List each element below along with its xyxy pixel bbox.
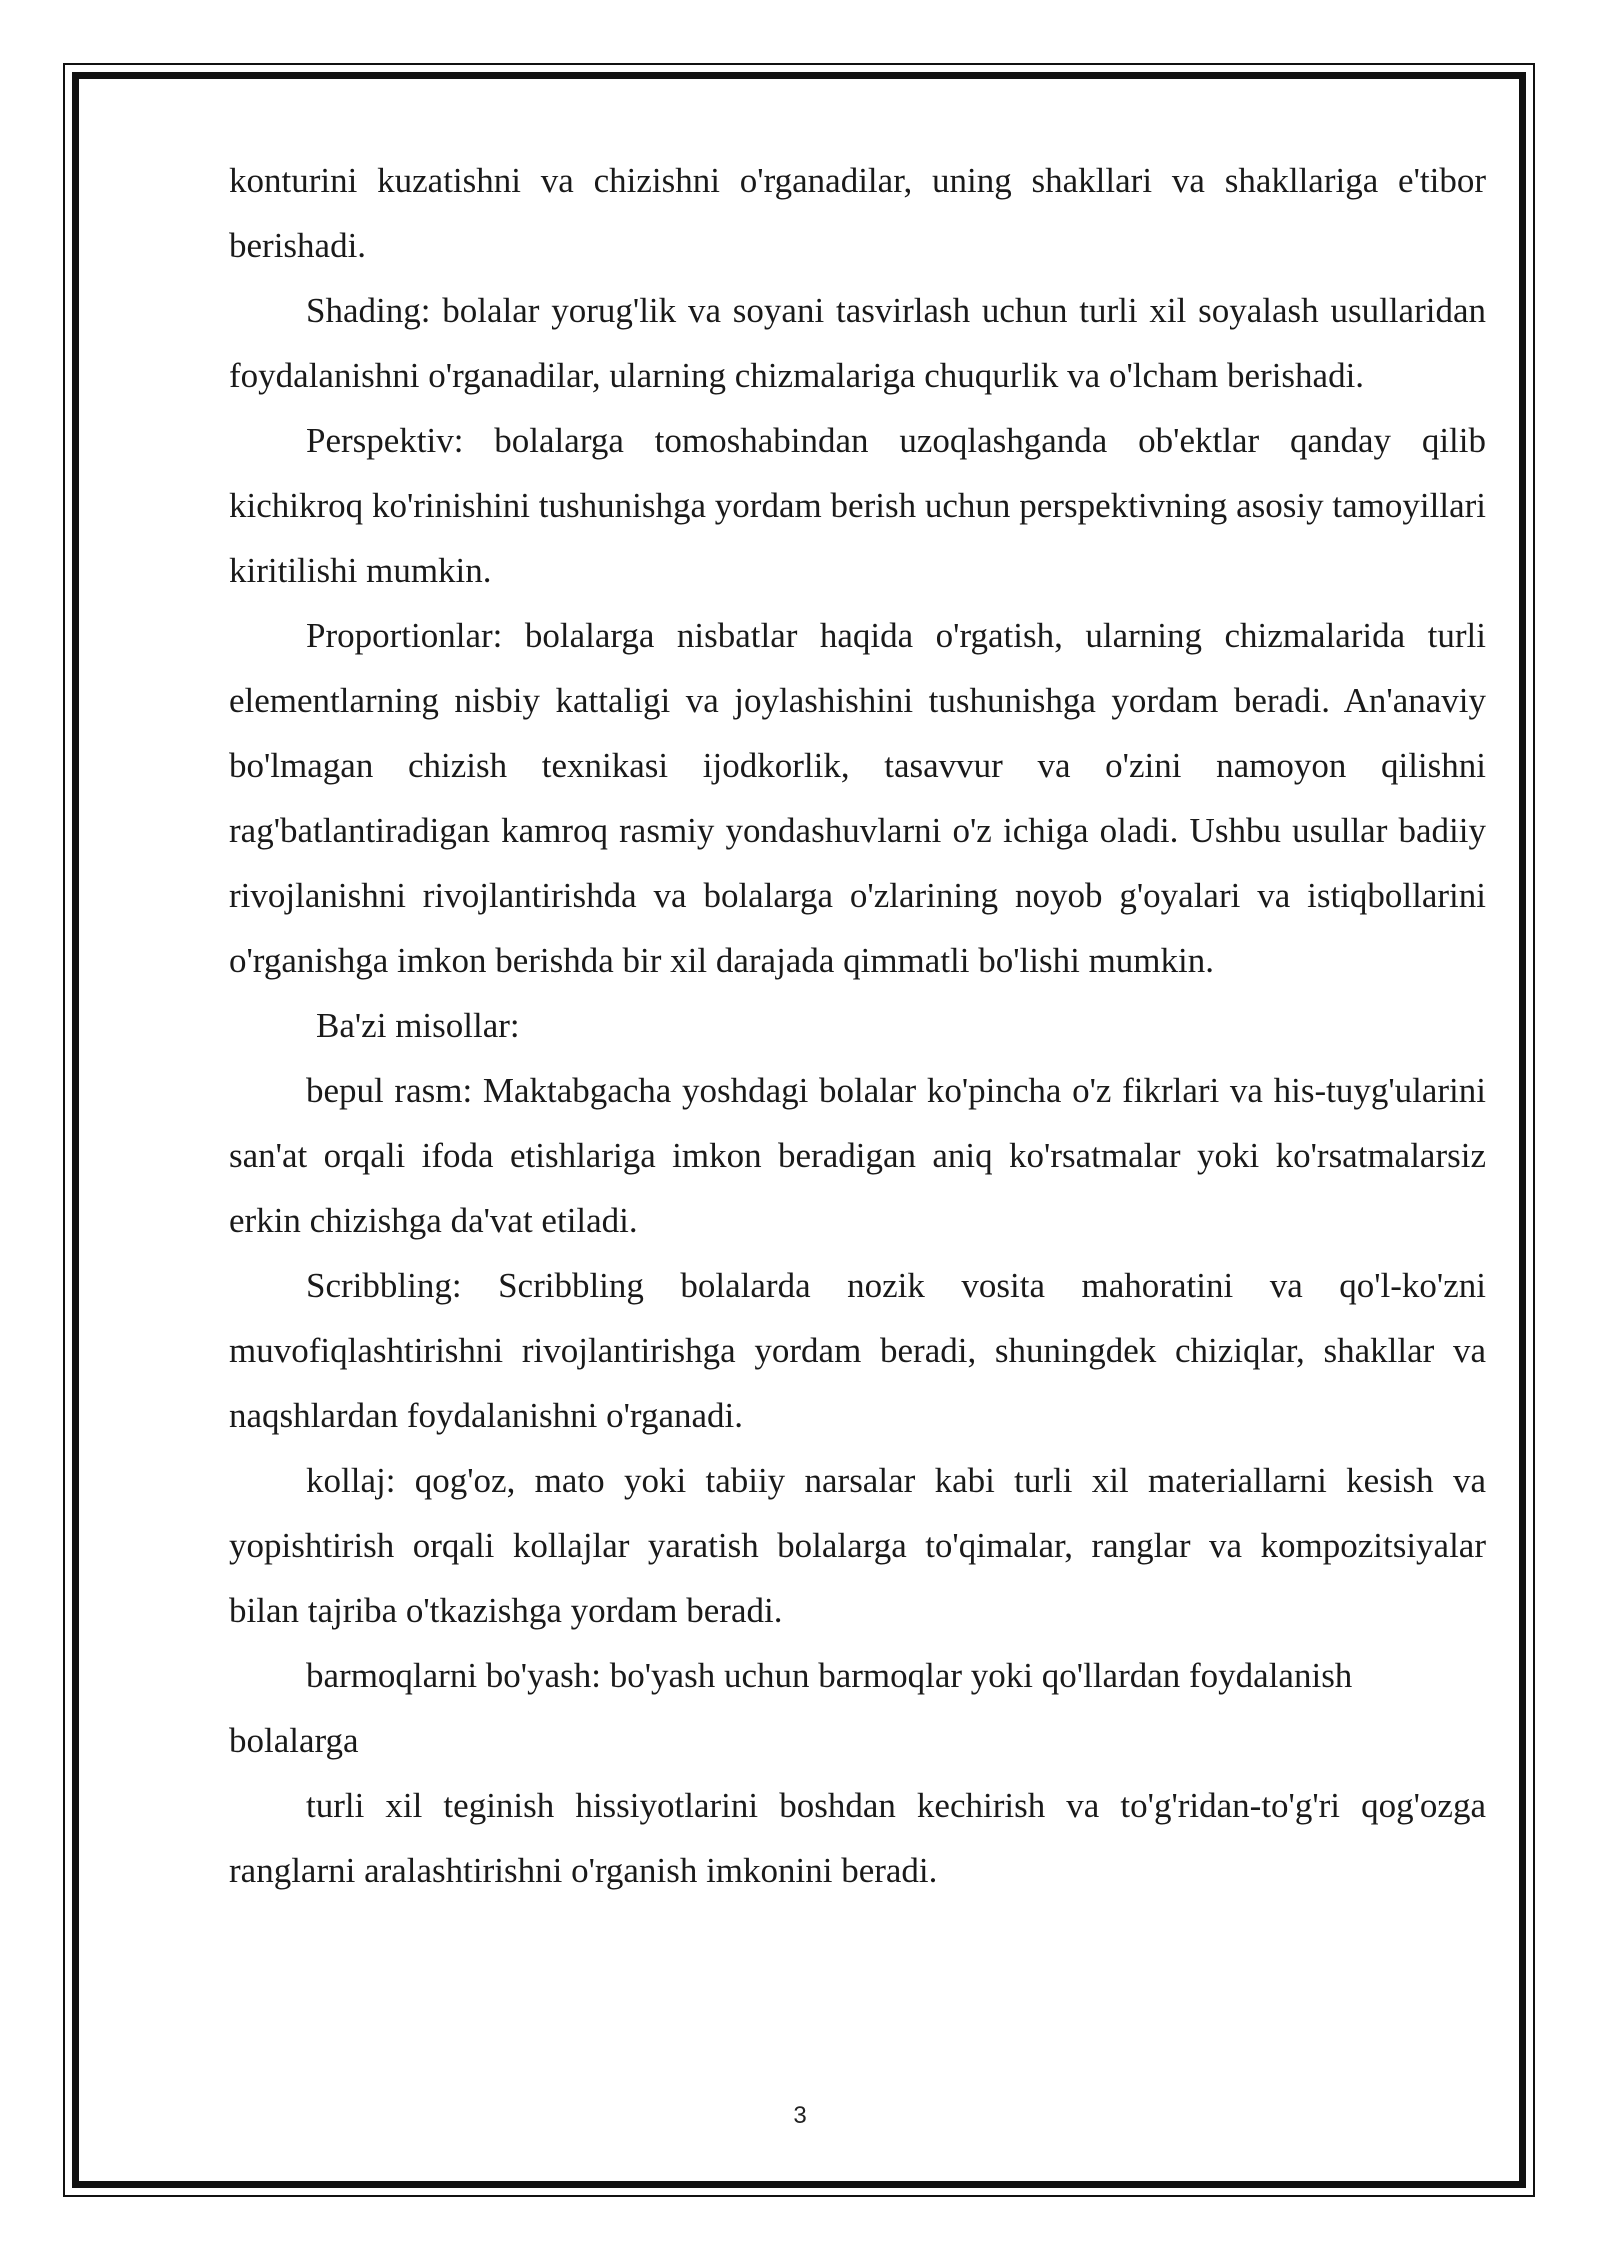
paragraph-scribbling: Scribbling: Scribbling bolalarda nozik vosita mahoratini va qo'l-ko'zni muvofiqlashtirishni rivojlantirishga yordam beradi, shuningdek chiziqlar, shakllar va naqshlardan foydalanishni o'rganadi. xyxy=(229,1266,1486,1435)
paragraph-perspektiv: Perspektiv: bolalarga tomoshabindan uzoqlashganda ob'ektlar qanday qilib kichikroq ko'rinishini tushunishga yordam berish uchun perspektivning asosiy tamoyillari kiritilishi mumkin. xyxy=(229,421,1486,590)
paragraph-shading: Shading: bolalar yorug'lik va soyani tasvirlash uchun turli xil soyalash usullaridan foydalanishni o'rganadilar, ularning chizmalariga chuqurlik va o'lcham berishadi. xyxy=(229,291,1486,395)
paragraph-bepul-rasm: bepul rasm: Maktabgacha yoshdagi bolalar ko'pincha o'z fikrlari va his-tuyg'ularini san'at orqali ifoda etishlariga imkon beradigan aniq ko'rsatmalar yoki ko'rsatmalarsiz erkin chizishga da'vat etiladi. xyxy=(229,1071,1486,1240)
paragraph-proportionlar: Proportionlar: bolalarga nisbatlar haqida o'rgatish, ularning chizmalarida turli elementlarning nisbiy kattaligi va joylashishini tushunishga yordam beradi. An'anaviy bo'lmagan chizish texnikasi ijodkorlik, tasavvur va o'zini namoyon qilishni rag'batlantiradigan kamroq rasmiy yondashuvlarni o'z ichiga oladi. Ushbu usullar badiiy rivojlanishni rivojlantirishda va bolalarga o'zlarining noyob g'oyalari va istiqbollarini o'rganishga imkon berishda bir xil darajada qimmatli bo'lishi mumkin. xyxy=(229,616,1486,980)
paragraph-kollaj: kollaj: qog'oz, mato yoki tabiiy narsalar kabi turli xil materiallarni kesish va yopishtirish orqali kollajlar yaratish bolalarga to'qimalar, ranglar va kompozitsiyalar bilan tajriba o'tkazishga yordam beradi. xyxy=(229,1461,1486,1630)
paragraph: konturini kuzatishni va chizishni o'rganadilar, uning shakllari va shakllariga e'tibor berishadi. xyxy=(229,161,1486,265)
document-body xyxy=(229,148,1486,1903)
paragraph-barmoqlarni-boyash: barmoqlarni bo'yash: bo'yash uchun barmoqlar yoki qo'llardan foydalanish bolalarga xyxy=(229,1656,1353,1760)
examples-heading: Ba'zi misollar: xyxy=(316,1006,520,1045)
page-number: 3 xyxy=(793,2102,807,2129)
paragraph-teginish: turli xil teginish hissiyotlarini boshdan kechirish va to'g'ridan-to'g'ri qog'ozga ranglarni aralashtirishni o'rganish imkonini beradi. xyxy=(229,1786,1486,1890)
